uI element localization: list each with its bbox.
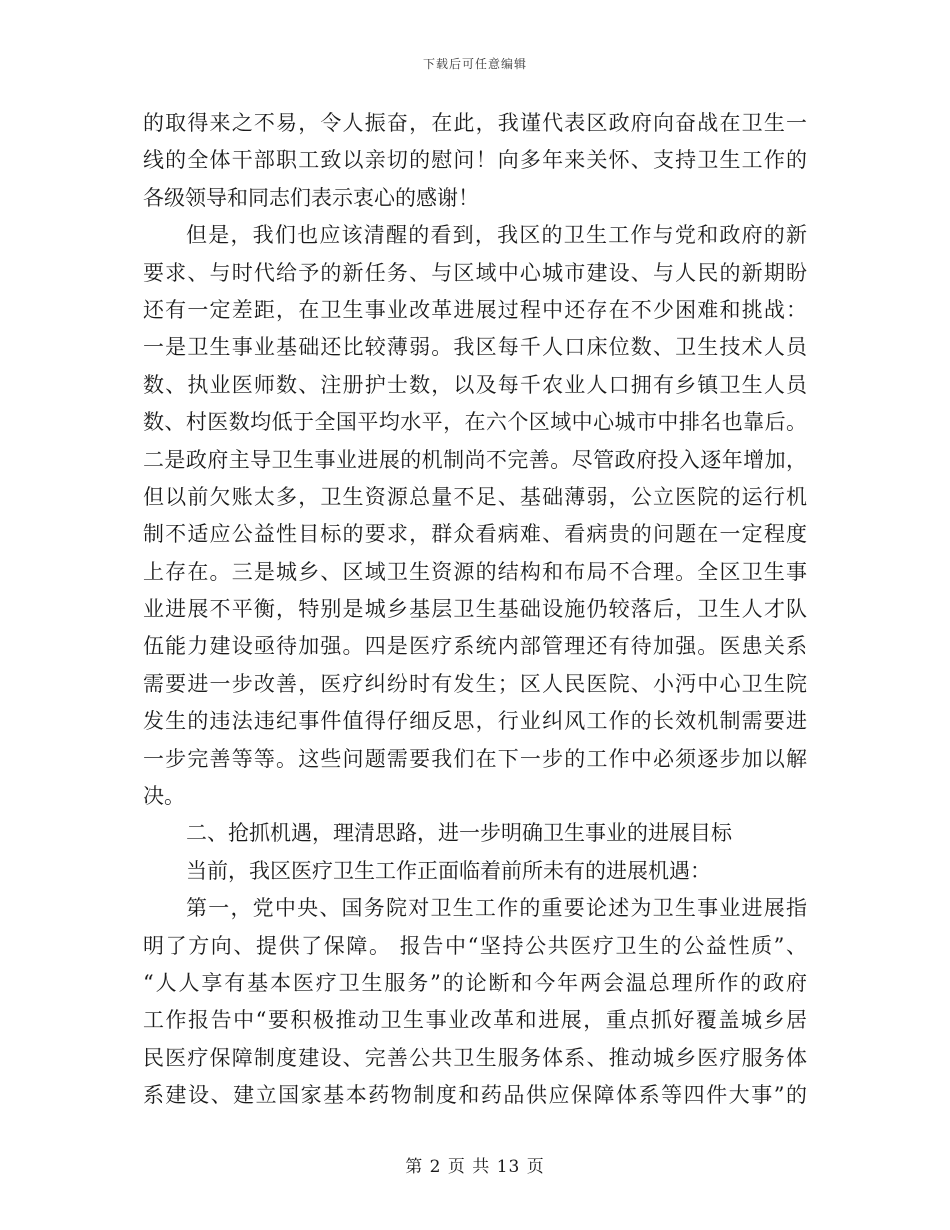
page-number: 第 2 页 共 13 页 bbox=[405, 1157, 545, 1177]
text-line: 数、村医数均低于全国平均水平，在六个区域中心城市中排名也靠后。 bbox=[143, 410, 807, 435]
text-line: 系建设、建立国家基本药物制度和药品供应保障体系等四件大事”的 bbox=[143, 1083, 807, 1108]
text-line: 二是政府主导卫生事业进展的机制尚不完善。尽管政府投入逐年增加， bbox=[143, 447, 807, 472]
text-line: 当前，我区医疗卫生工作正面临着前所未有的进展机遇： bbox=[186, 858, 711, 883]
text-line: 业进展不平衡，特别是城乡基层卫生基础设施仍较落后，卫生人才队 bbox=[143, 597, 807, 622]
page-header: 下载后可任意编辑 bbox=[422, 57, 527, 71]
text-line: 上存在。三是城乡、区域卫生资源的结构和布局不合理。全区卫生事 bbox=[143, 559, 807, 584]
text-line: 线的全体干部职工致以亲切的慰问！向多年来关怀、支持卫生工作的 bbox=[143, 148, 807, 173]
text-line: 工作报告中“要积极推动卫生事业改革和进展，重点抓好覆盖城乡居 bbox=[143, 1008, 807, 1033]
text-line: 决。 bbox=[143, 784, 185, 809]
text-line: 明了方向、提供了保障。 报告中“坚持公共医疗卫生的公益性质”、 bbox=[143, 933, 807, 958]
text-line: 的取得来之不易，令人振奋，在此，我谨代表区政府向奋战在卫生一 bbox=[143, 111, 807, 135]
text-line: “人人享有基本医疗卫生服务”的论断和今年两会温总理所作的政府 bbox=[143, 970, 807, 995]
text-line: 还有一定差距，在卫生事业改革进展过程中还存在不少困难和挑战： bbox=[143, 297, 807, 322]
text-line: 各级领导和同志们表示衷心的感谢！ bbox=[143, 185, 479, 210]
text-line: 第一，党中央、国务院对卫生工作的重要论述为卫生事业进展指 bbox=[186, 896, 807, 921]
text-line: 民医疗保障制度建设、完善公共卫生服务体系、推动城乡医疗服务体 bbox=[143, 1045, 807, 1070]
text-line: 但以前欠账太多，卫生资源总量不足、基础薄弱，公立医院的运行机 bbox=[143, 484, 807, 509]
document-body bbox=[143, 105, 807, 1115]
text-line: 但是，我们也应该清醒的看到，我区的卫生工作与党和政府的新 bbox=[186, 223, 807, 248]
text-line: 制不适应公益性目标的要求，群众看病难、看病贵的问题在一定程度 bbox=[143, 522, 807, 547]
text-line: 一步完善等等。这些问题需要我们在下一步的工作中必须逐步加以解 bbox=[143, 746, 807, 771]
section-heading: 二、抢抓机遇，理清思路，进一步明确卫生事业的进展目标 bbox=[186, 821, 732, 846]
text-line: 伍能力建设亟待加强。四是医疗系统内部管理还有待加强。医患关系 bbox=[143, 634, 807, 659]
text-line: 需要进一步改善，医疗纠纷时有发生；区人民医院、小沔中心卫生院 bbox=[143, 671, 807, 696]
text-line: 一是卫生事业基础还比较薄弱。我区每千人口床位数、卫生技术人员 bbox=[143, 335, 807, 360]
text-line: 发生的违法违纪事件值得仔细反思，行业纠风工作的长效机制需要进 bbox=[143, 709, 807, 734]
text-line: 数、执业医师数、注册护士数，以及每千农业人口拥有乡镇卫生人员 bbox=[143, 372, 807, 397]
text-line: 要求、与时代给予的新任务、与区域中心城市建设、与人民的新期盼 bbox=[143, 260, 807, 285]
